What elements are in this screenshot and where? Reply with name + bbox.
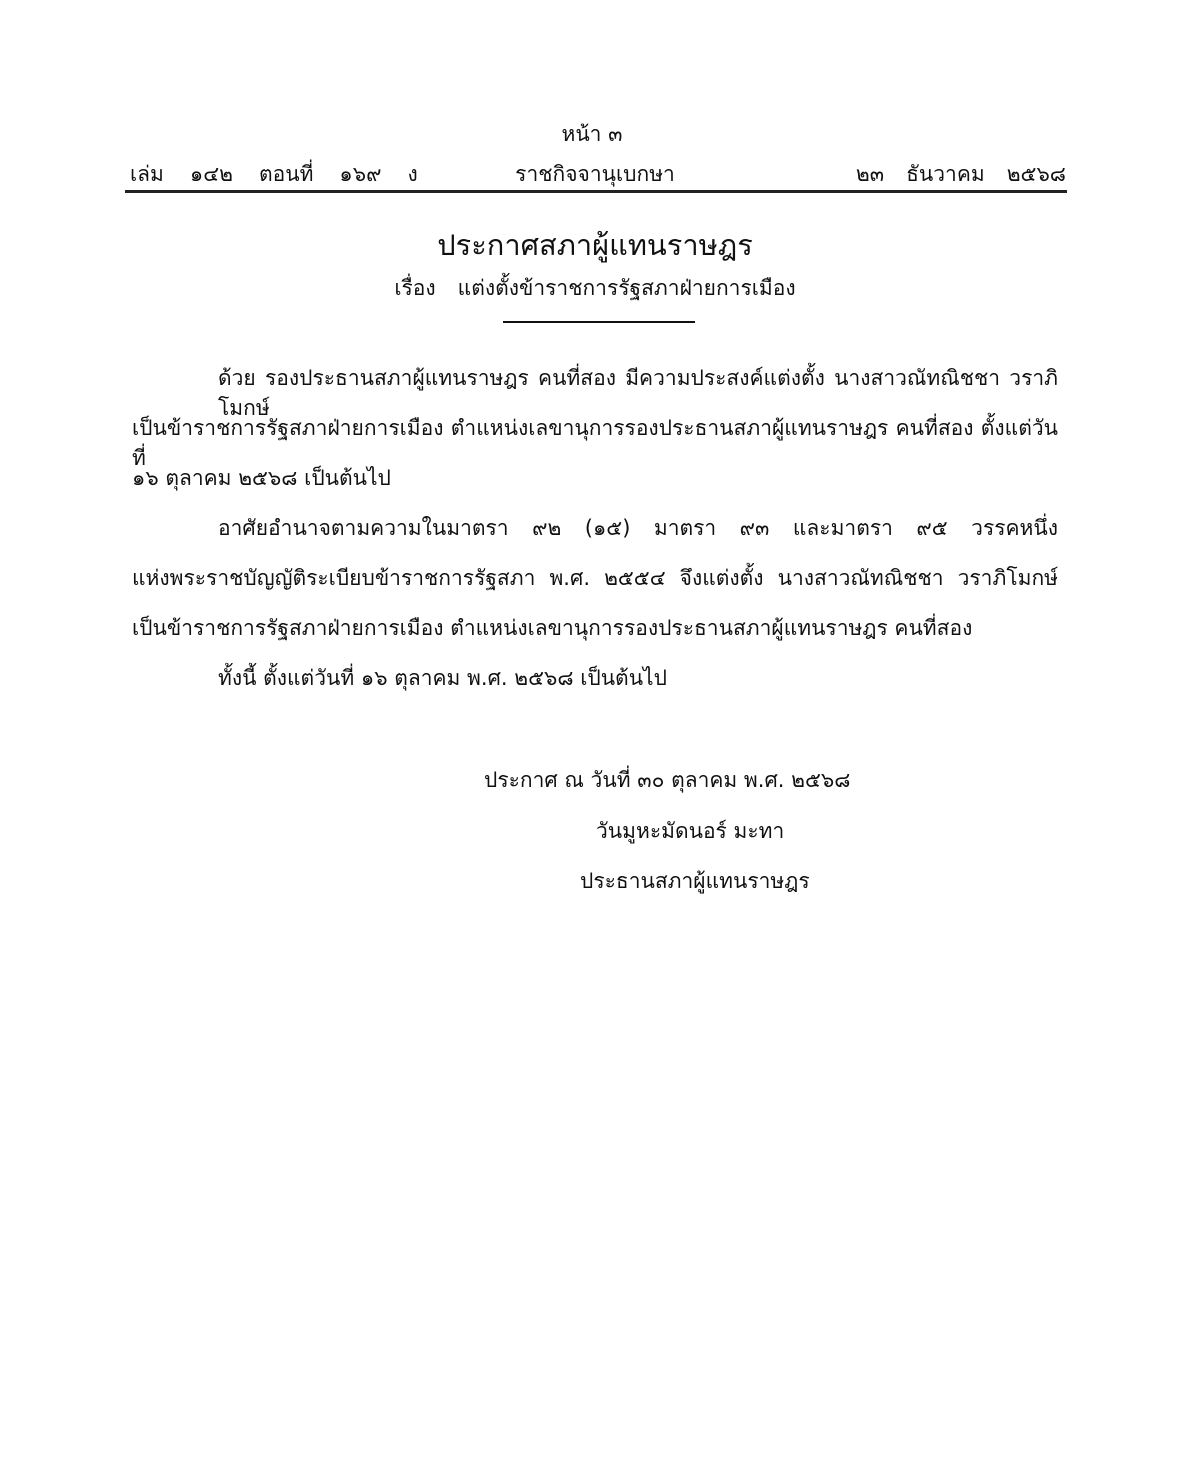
body-line: ๑๖ ตุลาคม ๒๕๖๘ เป็นต้นไป (132, 466, 391, 490)
publication-date (834, 158, 1066, 191)
publication-name: ราชกิจจานุเบกษา (515, 162, 675, 186)
document-subject (0, 272, 1190, 305)
document-title: ประกาศสภาผู้แทนราษฎร (437, 228, 753, 262)
header-rule (125, 190, 1067, 193)
date-month: ธันวาคม (906, 162, 985, 186)
announcement-date: ประกาศ ณ วันที่ ๓๐ ตุลาคม พ.ศ. ๒๕๖๘ (484, 768, 851, 792)
body-line: เป็นข้าราชการรัฐสภาฝ่ายการเมือง ตำแหน่งเลขานุการรองประธานสภาผู้แทนราษฎร คนที่สอง ตั้งแต่วันที่ (132, 416, 1058, 470)
issue-label: ตอนที่ (258, 162, 314, 186)
date-day: ๒๓ (855, 162, 885, 186)
signatory-position: ประธานสภาผู้แทนราษฎร (580, 869, 810, 893)
issue-number: ๑๖๙ (339, 162, 382, 186)
body-line: ทั้งนี้ ตั้งแต่วันที่ ๑๖ ตุลาคม พ.ศ. ๒๕๖๘ เป็นต้นไป (218, 666, 667, 690)
subject-text: แต่งตั้งข้าราชการรัฐสภาฝ่ายการเมือง (457, 276, 796, 300)
section-letter: ง (407, 162, 418, 186)
body-line: ด้วย รองประธานสภาผู้แทนราษฎร คนที่สอง มีความประสงค์แต่งตั้ง นางสาวณัทณิชชา วราภิโมกษ์ (218, 366, 1058, 420)
body-line: อาศัยอำนาจตามความในมาตรา ๙๒ (๑๕) มาตรา ๙๓ และมาตรา ๙๕ วรรคหนึ่ง (218, 516, 1058, 540)
title-divider (503, 321, 695, 323)
body-line: เป็นข้าราชการรัฐสภาฝ่ายการเมือง ตำแหน่งเลขานุการรองประธานสภาผู้แทนราษฎร คนที่สอง (132, 616, 973, 640)
volume-number: ๑๔๒ (189, 162, 233, 186)
signatory-name: วันมูหะมัดนอร์ มะทา (596, 819, 785, 843)
volume-label: เล่ม (130, 162, 164, 186)
page-number: หน้า ๓ (561, 122, 623, 146)
subject-label: เรื่อง (394, 276, 436, 300)
date-year: ๒๕๖๘ (1006, 162, 1066, 186)
body-line: แห่งพระราชบัญญัติระเบียบข้าราชการรัฐสภา พ.ศ. ๒๕๕๔ จึงแต่งตั้ง นางสาวณัทณิชชา วราภิโมกษ์ (132, 566, 1058, 590)
